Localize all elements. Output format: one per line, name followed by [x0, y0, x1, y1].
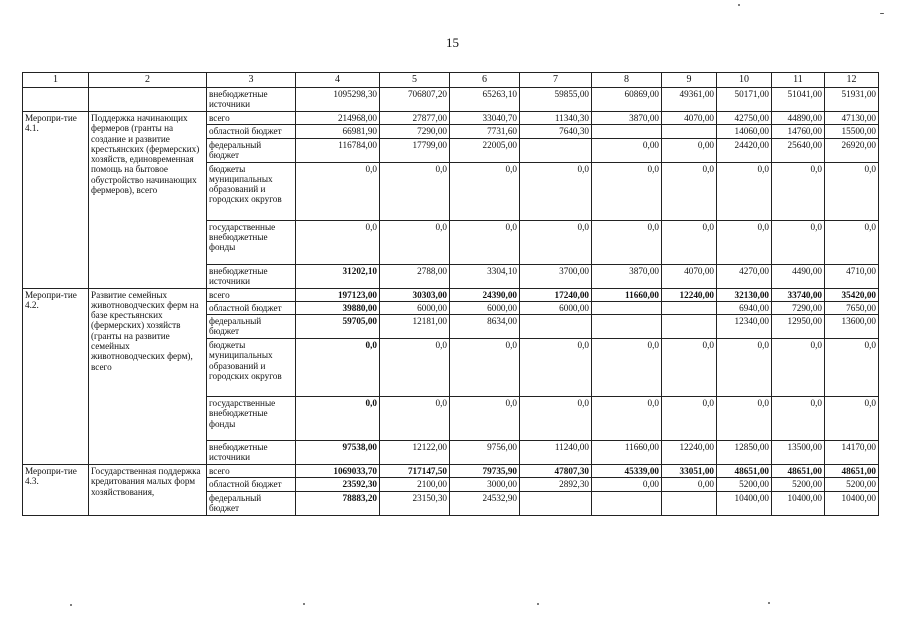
source-label: областной бюджет [207, 301, 296, 314]
value-cell: 0,0 [825, 220, 879, 264]
scan-speck [70, 604, 72, 606]
value-cell: 50171,00 [717, 88, 772, 112]
value-cell [520, 138, 592, 162]
source-label: федеральный бюджет [207, 138, 296, 162]
value-cell: 13600,00 [825, 315, 879, 339]
column-header: 6 [450, 73, 520, 88]
event-id: Меропри-тие 4.1. [23, 112, 89, 289]
value-cell: 35420,00 [825, 288, 879, 301]
value-cell: 0,0 [380, 220, 450, 264]
header-row [23, 73, 879, 88]
value-cell [520, 315, 592, 339]
value-cell: 5200,00 [825, 478, 879, 491]
value-cell: 25640,00 [772, 138, 825, 162]
value-cell: 17799,00 [380, 138, 450, 162]
value-cell: 4490,00 [772, 264, 825, 288]
value-cell: 3870,00 [592, 264, 662, 288]
value-cell: 0,0 [450, 162, 520, 220]
description-cell [89, 88, 207, 112]
value-cell: 7731,60 [450, 125, 520, 138]
event-description: Поддержка начинающих фермеров (гранты на создание и развитие крестьянских (фермерских) хозяйств, единовременная помощь на бытовое обустройство начинающих фермеров), всего [89, 112, 207, 289]
value-cell: 24532,90 [450, 491, 520, 515]
value-cell: 24420,00 [717, 138, 772, 162]
event-description: Государственная поддержка кредитования малых форм хозяйствования, [89, 465, 207, 516]
value-cell: 3870,00 [592, 112, 662, 125]
scan-speck [537, 603, 539, 605]
value-cell: 44890,00 [772, 112, 825, 125]
value-cell: 0,0 [662, 339, 717, 397]
value-cell: 0,0 [592, 162, 662, 220]
value-cell: 15500,00 [825, 125, 879, 138]
value-cell: 23150,30 [380, 491, 450, 515]
value-cell: 6000,00 [380, 301, 450, 314]
table-row [23, 88, 879, 112]
value-cell: 4710,00 [825, 264, 879, 288]
value-cell: 7640,30 [520, 125, 592, 138]
value-cell: 0,0 [825, 339, 879, 397]
value-cell: 79735,90 [450, 465, 520, 478]
source-label: внебюджетные источники [207, 88, 296, 112]
value-cell: 12181,00 [380, 315, 450, 339]
value-cell: 45339,00 [592, 465, 662, 478]
event-id: Меропри-тие 4.3. [23, 465, 89, 516]
table-row [23, 465, 879, 478]
value-cell: 12340,00 [717, 315, 772, 339]
source-label: областной бюджет [207, 478, 296, 491]
event-description: Развитие семейных животноводческих ферм на базе крестьянских (фермерских) хозяйств (гранты на развитие семейных животноводческих ферм), всего [89, 288, 207, 465]
value-cell: 27877,00 [380, 112, 450, 125]
value-cell: 0,0 [592, 339, 662, 397]
value-cell: 706807,20 [380, 88, 450, 112]
value-cell [662, 301, 717, 314]
value-cell: 17240,00 [520, 288, 592, 301]
value-cell: 33040,70 [450, 112, 520, 125]
column-header: 12 [825, 73, 879, 88]
value-cell: 78883,20 [296, 491, 380, 515]
value-cell: 51931,00 [825, 88, 879, 112]
value-cell: 0,00 [592, 138, 662, 162]
budget-table [22, 72, 879, 516]
value-cell: 4070,00 [662, 264, 717, 288]
value-cell: 0,0 [450, 339, 520, 397]
source-label: федеральный бюджет [207, 315, 296, 339]
value-cell: 39880,00 [296, 301, 380, 314]
value-cell: 24390,00 [450, 288, 520, 301]
value-cell: 11340,30 [520, 112, 592, 125]
value-cell: 0,0 [717, 162, 772, 220]
value-cell: 0,0 [520, 339, 592, 397]
value-cell: 5200,00 [717, 478, 772, 491]
source-label: бюджеты муниципальных образований и городских округов [207, 162, 296, 220]
value-cell: 48651,00 [825, 465, 879, 478]
value-cell: 0,00 [662, 478, 717, 491]
value-cell: 197123,00 [296, 288, 380, 301]
value-cell: 0,0 [380, 339, 450, 397]
value-cell: 7290,00 [772, 301, 825, 314]
value-cell: 0,00 [662, 138, 717, 162]
value-cell: 0,0 [520, 220, 592, 264]
value-cell: 0,0 [296, 339, 380, 397]
value-cell: 0,0 [772, 339, 825, 397]
value-cell: 0,0 [296, 397, 380, 441]
value-cell: 7290,00 [380, 125, 450, 138]
value-cell: 30303,00 [380, 288, 450, 301]
value-cell: 0,0 [380, 397, 450, 441]
value-cell: 0,0 [450, 397, 520, 441]
source-label: бюджеты муниципальных образований и городских округов [207, 339, 296, 397]
value-cell: 49361,00 [662, 88, 717, 112]
value-cell: 0,0 [825, 397, 879, 441]
value-cell: 9756,00 [450, 441, 520, 465]
value-cell: 4270,00 [717, 264, 772, 288]
value-cell: 31202,10 [296, 264, 380, 288]
value-cell: 47130,00 [825, 112, 879, 125]
value-cell: 59705,00 [296, 315, 380, 339]
source-label: внебюджетные источники [207, 264, 296, 288]
value-cell: 14760,00 [772, 125, 825, 138]
value-cell: 60869,00 [592, 88, 662, 112]
value-cell: 0,0 [662, 162, 717, 220]
value-cell: 11660,00 [592, 441, 662, 465]
column-header: 1 [23, 73, 89, 88]
value-cell: 4070,00 [662, 112, 717, 125]
value-cell: 0,0 [825, 162, 879, 220]
value-cell [662, 125, 717, 138]
value-cell: 12850,00 [717, 441, 772, 465]
value-cell: 116784,00 [296, 138, 380, 162]
value-cell: 26920,00 [825, 138, 879, 162]
value-cell: 14170,00 [825, 441, 879, 465]
value-cell: 11660,00 [592, 288, 662, 301]
value-cell: 10400,00 [825, 491, 879, 515]
value-cell: 6000,00 [520, 301, 592, 314]
column-header: 8 [592, 73, 662, 88]
scan-speck [738, 4, 740, 6]
column-header: 3 [207, 73, 296, 88]
value-cell: 5200,00 [772, 478, 825, 491]
value-cell: 11240,00 [520, 441, 592, 465]
source-label: всего [207, 288, 296, 301]
value-cell: 97538,00 [296, 441, 380, 465]
scan-speck [303, 603, 305, 605]
value-cell: 3304,10 [450, 264, 520, 288]
source-label: областной бюджет [207, 125, 296, 138]
value-cell [592, 125, 662, 138]
value-cell: 0,0 [592, 397, 662, 441]
column-header: 2 [89, 73, 207, 88]
value-cell: 7650,00 [825, 301, 879, 314]
value-cell: 33740,00 [772, 288, 825, 301]
value-cell [520, 491, 592, 515]
value-cell: 10400,00 [772, 491, 825, 515]
table-row [23, 112, 879, 125]
value-cell: 1069033,70 [296, 465, 380, 478]
value-cell [592, 491, 662, 515]
source-label: государственные внебюджетные фонды [207, 220, 296, 264]
value-cell [662, 315, 717, 339]
value-cell: 12122,00 [380, 441, 450, 465]
value-cell: 12240,00 [662, 441, 717, 465]
value-cell: 0,0 [520, 162, 592, 220]
value-cell: 42750,00 [717, 112, 772, 125]
value-cell: 0,0 [772, 397, 825, 441]
value-cell: 12950,00 [772, 315, 825, 339]
value-cell: 3000,00 [450, 478, 520, 491]
value-cell: 0,00 [592, 478, 662, 491]
value-cell: 2788,00 [380, 264, 450, 288]
value-cell: 13500,00 [772, 441, 825, 465]
page-number: 15 [446, 35, 459, 50]
value-cell: 0,0 [772, 162, 825, 220]
source-label: всего [207, 112, 296, 125]
value-cell: 32130,00 [717, 288, 772, 301]
value-cell: 65263,10 [450, 88, 520, 112]
scan-speck [768, 602, 770, 604]
value-cell: 23592,30 [296, 478, 380, 491]
source-label: государственные внебюджетные фонды [207, 397, 296, 441]
column-header: 4 [296, 73, 380, 88]
value-cell: 0,0 [380, 162, 450, 220]
value-cell: 48651,00 [717, 465, 772, 478]
value-cell: 0,0 [662, 220, 717, 264]
column-header: 10 [717, 73, 772, 88]
value-cell: 0,0 [296, 162, 380, 220]
source-label: федеральный бюджет [207, 491, 296, 515]
value-cell: 0,0 [450, 220, 520, 264]
column-header: 7 [520, 73, 592, 88]
value-cell: 47807,30 [520, 465, 592, 478]
value-cell: 8634,00 [450, 315, 520, 339]
column-header: 5 [380, 73, 450, 88]
value-cell: 0,0 [520, 397, 592, 441]
value-cell: 33051,00 [662, 465, 717, 478]
value-cell [592, 315, 662, 339]
value-cell [592, 301, 662, 314]
value-cell: 6940,00 [717, 301, 772, 314]
column-header: 9 [662, 73, 717, 88]
value-cell: 0,0 [717, 220, 772, 264]
value-cell: 48651,00 [772, 465, 825, 478]
value-cell: 0,0 [662, 397, 717, 441]
event-id: Меропри-тие 4.2. [23, 288, 89, 465]
value-cell: 0,0 [717, 339, 772, 397]
value-cell: 2892,30 [520, 478, 592, 491]
value-cell: 22005,00 [450, 138, 520, 162]
event-cell [23, 88, 89, 112]
column-header: 11 [772, 73, 825, 88]
value-cell: 0,0 [296, 220, 380, 264]
value-cell: 0,0 [772, 220, 825, 264]
value-cell [662, 491, 717, 515]
source-label: внебюджетные источники [207, 441, 296, 465]
value-cell: 66981,90 [296, 125, 380, 138]
value-cell: 0,0 [592, 220, 662, 264]
value-cell: 214968,00 [296, 112, 380, 125]
value-cell: 3700,00 [520, 264, 592, 288]
scan-speck [880, 13, 884, 14]
value-cell: 0,0 [717, 397, 772, 441]
value-cell: 51041,00 [772, 88, 825, 112]
value-cell: 1095298,30 [296, 88, 380, 112]
table-row [23, 288, 879, 301]
source-label: всего [207, 465, 296, 478]
value-cell: 59855,00 [520, 88, 592, 112]
value-cell: 10400,00 [717, 491, 772, 515]
value-cell: 14060,00 [717, 125, 772, 138]
value-cell: 717147,50 [380, 465, 450, 478]
value-cell: 2100,00 [380, 478, 450, 491]
value-cell: 12240,00 [662, 288, 717, 301]
value-cell: 6000,00 [450, 301, 520, 314]
